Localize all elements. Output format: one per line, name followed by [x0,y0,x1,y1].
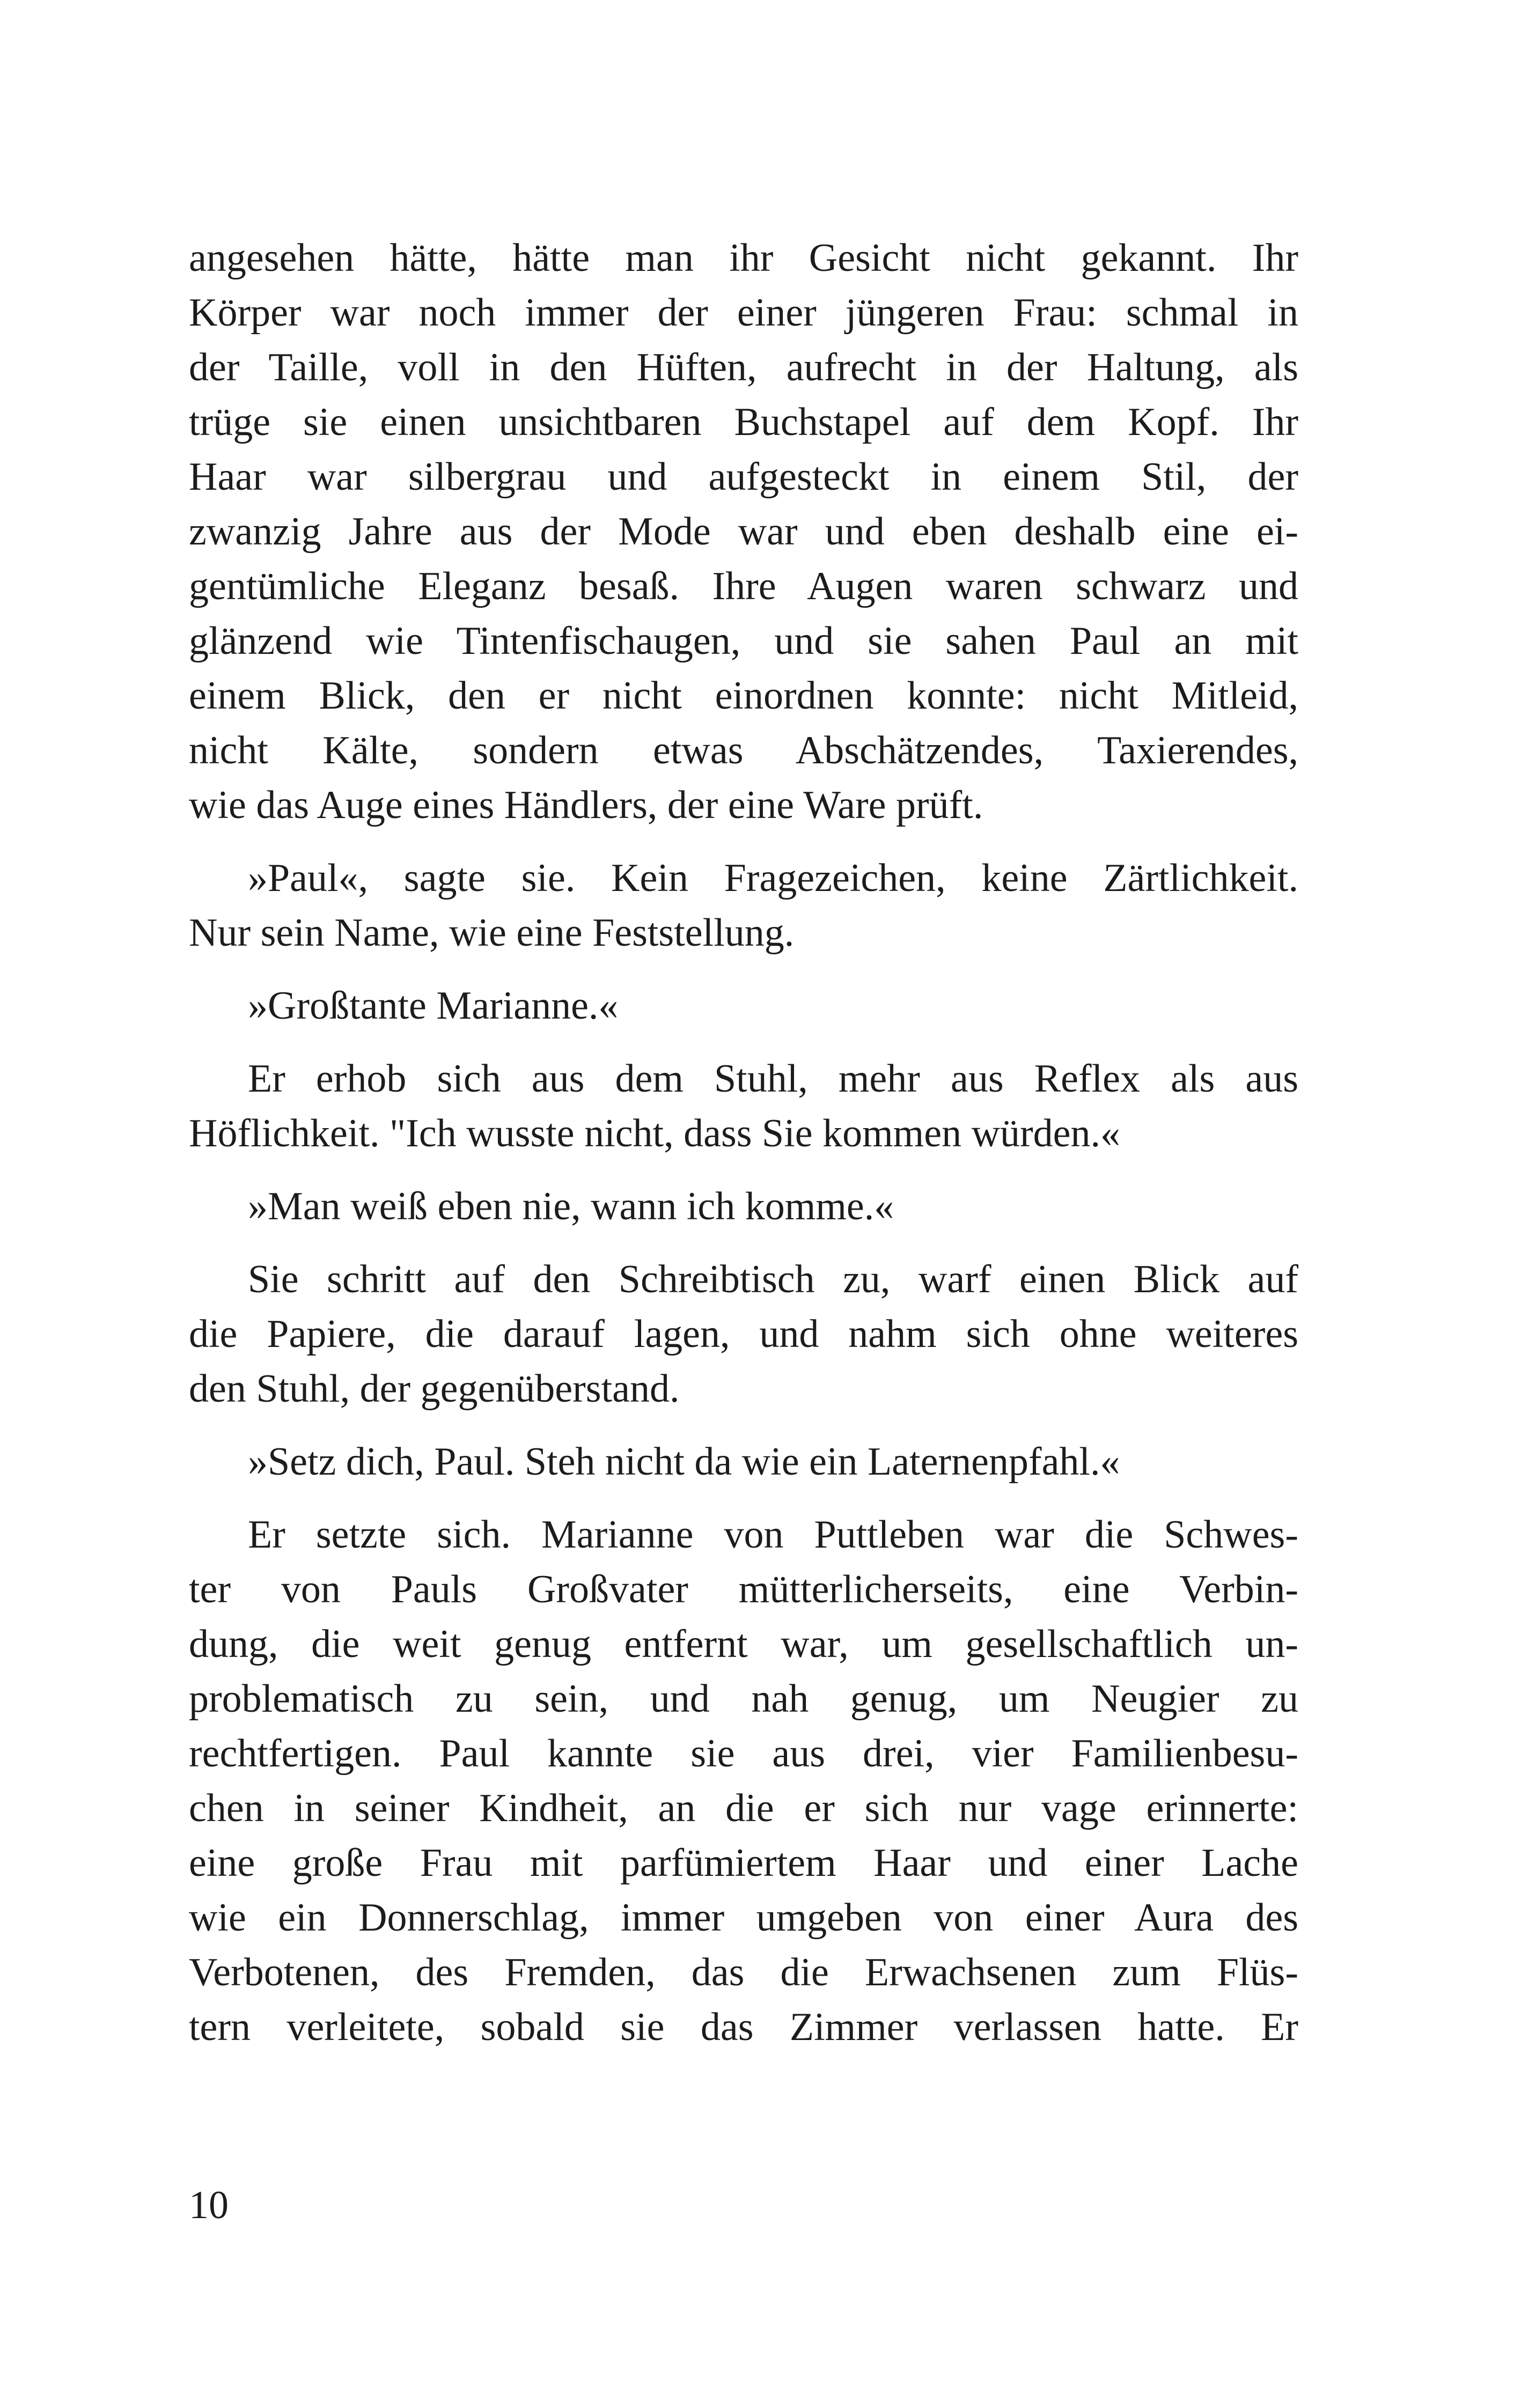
text-line: Haar war silbergrau und aufgesteckt in einem Stil, der [189,455,1298,499]
text-line: »Man weiß eben nie, wann ich komme.« [248,1184,894,1228]
text-line: trüge sie einen unsichtbaren Buchstapel auf dem Kopf. Ihr [189,400,1298,444]
paragraph [189,1051,1298,1161]
text-line: der Taille, voll in den Hüften, aufrecht in der Haltung, als [189,345,1298,389]
text-line: Er setzte sich. Marianne von Puttleben war die Schwes- [248,1513,1298,1557]
text-line: Nur sein Name, wie eine Feststellung. [189,911,795,955]
text-line: »Paul«, sagte sie. Kein Fragezeichen, keine Zärtlichkeit. [248,856,1298,900]
text-line: gentümliche Eleganz besaß. Ihre Augen waren schwarz und [189,564,1298,608]
text-line: »Setz dich, Paul. Steh nicht da wie ein Laternenpfahl.« [248,1440,1120,1484]
paragraph [189,978,1298,1033]
text-line: glänzend wie Tintenfischaugen, und sie sahen Paul an mit [189,619,1298,663]
text-line: tern verleitete, sobald sie das Zimmer verlassen hatte. Er [189,2005,1298,2049]
text-line: »Großtante Marianne.« [248,984,619,1028]
page-number: 10 [189,2183,229,2227]
paragraph [189,851,1298,960]
paragraph [189,1252,1298,1416]
paragraph [189,1179,1298,1234]
text-line: Sie schritt auf den Schreibtisch zu, warf einen Blick auf [248,1257,1298,1301]
text-line: die Papiere, die darauf lagen, und nahm sich ohne weiteres [189,1312,1298,1356]
text-line: Höflichkeit. "Ich wusste nicht, dass Sie kommen würden.« [189,1111,1121,1155]
text-line: ter von Pauls Großvater mütterlicherseits, eine Verbin- [189,1567,1298,1611]
text-line: eine große Frau mit parfümiertem Haar und einer Lache [189,1841,1298,1885]
text-line: einem Blick, den er nicht einordnen konnte: nicht Mitleid, [189,674,1298,718]
text-line: Er erhob sich aus dem Stuhl, mehr aus Reflex als aus [248,1057,1298,1101]
text-line: rechtfertigen. Paul kannte sie aus drei, vier Familienbesu- [189,1732,1298,1776]
text-line: chen in seiner Kindheit, an die er sich nur vage erinnerte: [189,1786,1298,1830]
body-text [189,231,1298,2054]
text-line: problematisch zu sein, und nah genug, um Neugier zu [189,1677,1298,1721]
text-line: nicht Kälte, sondern etwas Abschätzendes, Taxierendes, [189,728,1298,772]
paragraph [189,231,1298,833]
paragraph [189,1507,1298,2054]
text-line: den Stuhl, der gegenüberstand. [189,1367,680,1411]
text-line: zwanzig Jahre aus der Mode war und eben deshalb eine ei- [189,510,1298,554]
text-line: angesehen hätte, hätte man ihr Gesicht nicht gekannt. Ihr [189,236,1298,280]
text-line: dung, die weit genug entfernt war, um gesellschaftlich un- [189,1622,1298,1666]
text-line: wie ein Donnerschlag, immer umgeben von einer Aura des [189,1896,1298,1940]
text-line: wie das Auge eines Händlers, der eine Ware prüft. [189,783,983,827]
paragraph [189,1434,1298,1489]
text-line: Verbotenen, des Fremden, das die Erwachsenen zum Flüs- [189,1950,1298,1994]
text-line: Körper war noch immer der einer jüngeren Frau: schmal in [189,291,1298,335]
